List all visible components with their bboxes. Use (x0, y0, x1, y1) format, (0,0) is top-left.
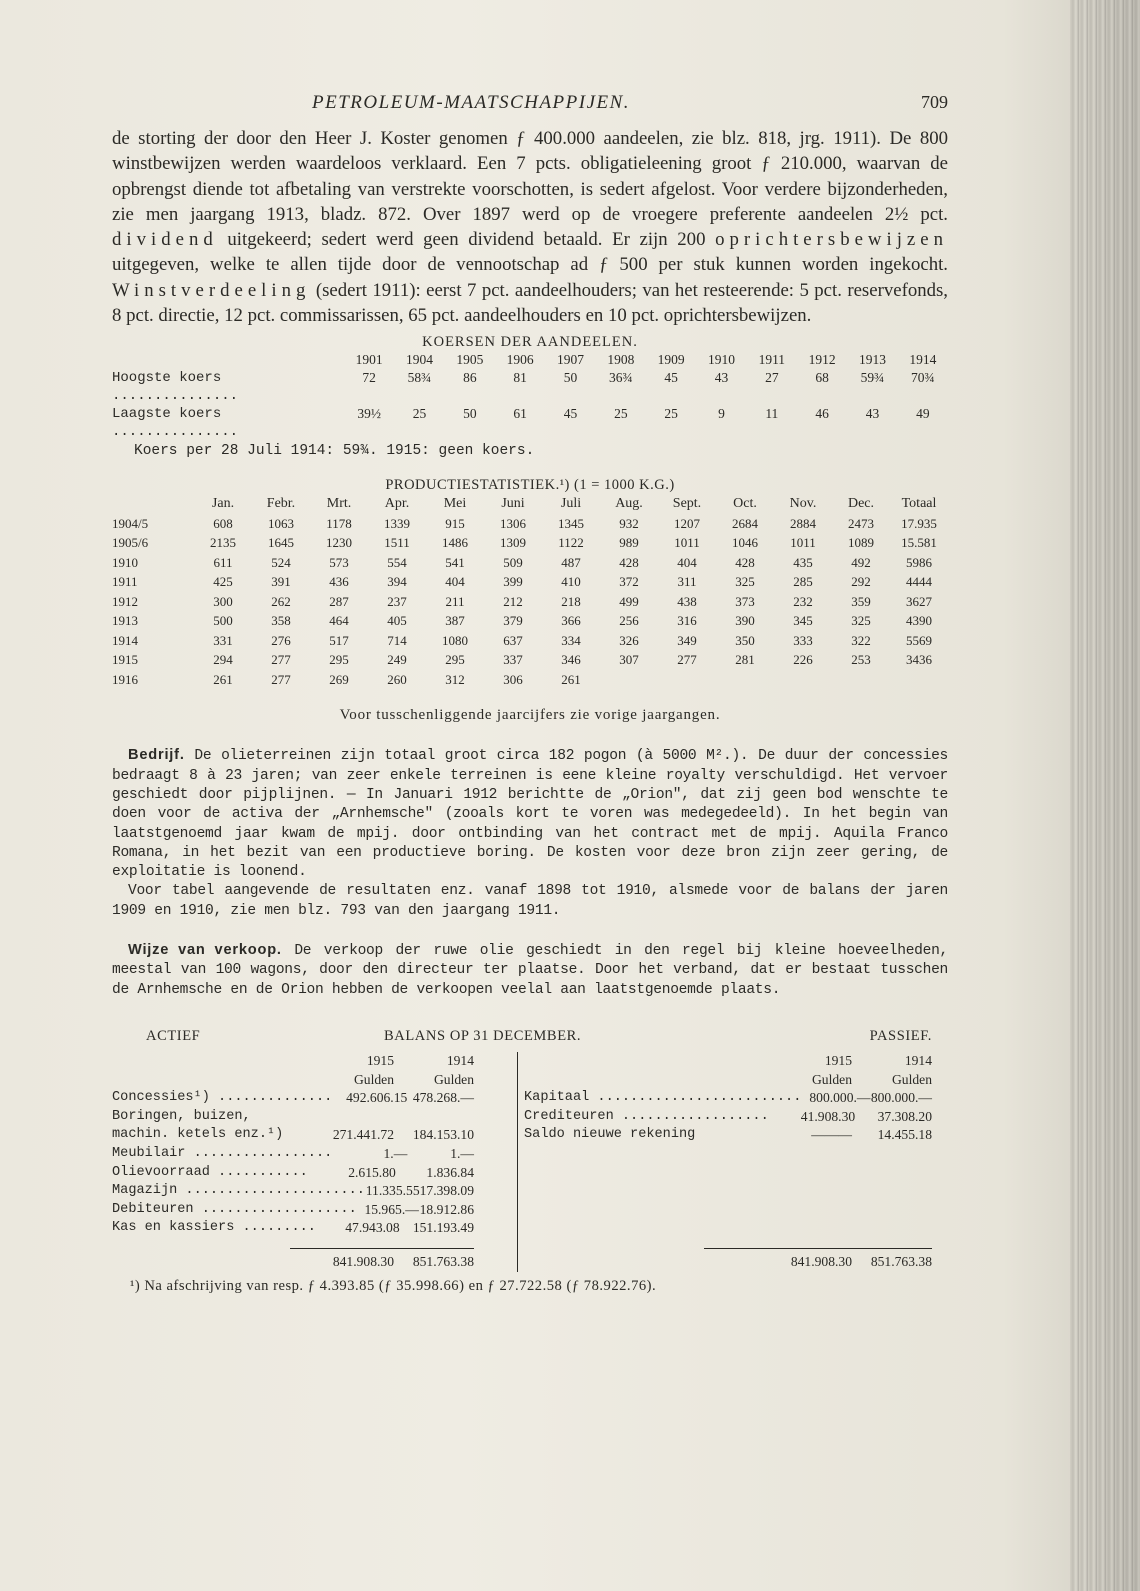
bedrijf-keyword: Bedrijf. (128, 747, 185, 764)
verkoop-paragraph (112, 941, 948, 1000)
productie-cell: 5569 (906, 632, 932, 648)
productie-cell: 295 (329, 652, 349, 668)
koersen-cell: 61 (513, 406, 527, 422)
productie-column-header: Jan. (211, 496, 235, 512)
intro-text-2: uitgekeerd; sedert werd geen dividend betaald. Er zijn 200 (227, 229, 706, 251)
page-content (112, 90, 948, 1295)
koersen-cell: 43 (865, 406, 880, 422)
productie-cell: 306 (503, 671, 523, 687)
productie-cell: 5986 (906, 554, 932, 570)
productie-cell: 1080 (442, 632, 468, 648)
productie-cell: 358 (271, 613, 291, 629)
productie-column-header: Dec. (847, 496, 875, 512)
productie-cell: 212 (503, 593, 523, 609)
activa-row (112, 1201, 474, 1220)
productie-cell: 1339 (384, 515, 410, 531)
productie-cell: 2884 (790, 515, 816, 531)
productie-cell: 316 (677, 613, 697, 629)
productie-table (112, 494, 948, 689)
productie-cell: 499 (619, 593, 639, 609)
productie-cell: 253 (851, 652, 871, 668)
passiva-year-2: 1914 (904, 1052, 932, 1068)
productie-cell: 1011 (674, 535, 700, 551)
koersen-row-label: Laagste koers ............... (112, 406, 239, 441)
intro-spaced-2: oprichtersbewijzen (715, 229, 948, 251)
activa-row (112, 1182, 474, 1201)
passiva-row (524, 1108, 932, 1127)
productie-cell: 269 (329, 671, 349, 687)
productie-cell: 3436 (906, 652, 932, 668)
productie-cell: 211 (445, 593, 465, 609)
productie-column-header: Mei (443, 496, 467, 512)
productie-cell: 292 (851, 574, 871, 590)
productie-column-header: Febr. (266, 496, 296, 512)
activa-value: 478.268.— (412, 1090, 474, 1106)
passiva-value: ——— (811, 1127, 852, 1143)
activa-value: 151.193.49 (412, 1220, 474, 1236)
page-number: 709 (921, 92, 948, 112)
balans-header (112, 1028, 948, 1052)
productie-cell: 608 (213, 515, 233, 531)
productie-cell (774, 670, 832, 690)
productie-cell: 350 (735, 632, 755, 648)
intro-spaced-1: dividend (112, 229, 218, 251)
verkoop-text: De verkoop der ruwe olie geschiedt in den regel bij kleine hoeveelheden, meestal van 100 wagons, door den directeur ter plaatse. Door het verband, dat er bestaat tusschen de Arnhemsche en de Orion hebben de verkoopen veelal aan laatstgenoemde plaats. (112, 943, 948, 998)
productie-cell: 428 (735, 554, 755, 570)
koersen-year: 1901 (355, 352, 383, 368)
activa-value: 17.398.09 (419, 1183, 474, 1199)
koersen-row-label: Hoogste koers ............... (112, 370, 239, 405)
koersen-cell: 86 (463, 370, 477, 386)
productie-column-header: Sept. (672, 496, 702, 512)
productie-cell: 1089 (848, 535, 874, 551)
activa-label: Magazijn ...................... (112, 1183, 365, 1199)
productie-column-header: Nov. (789, 496, 817, 512)
activa-unit-2: Gulden (433, 1071, 474, 1087)
activa-value: 1.— (450, 1145, 474, 1161)
productie-cell: 524 (271, 554, 291, 570)
koersen-year: 1906 (506, 352, 534, 368)
productie-cell: 405 (387, 613, 407, 629)
balans-divider (517, 1052, 518, 1272)
productie-cell: 637 (503, 632, 523, 648)
productie-column-header: Juni (501, 496, 525, 512)
productie-column-header: Totaal (901, 496, 937, 512)
activa-year-2: 1914 (446, 1052, 474, 1068)
productie-note: Voor tusschenliggende jaarcijfers zie vorige jaargangen. (339, 707, 721, 724)
productie-cell: 391 (271, 574, 291, 590)
productie-cell: 287 (329, 593, 349, 609)
koersen-cell: 70¾ (911, 370, 935, 386)
activa-total-1: 841.908.30 (332, 1253, 394, 1269)
productie-cell: 1345 (558, 515, 584, 531)
productie-cell: 17.935 (901, 515, 937, 531)
productie-cell: 1306 (500, 515, 526, 531)
productie-cell: 325 (851, 613, 871, 629)
koersen-cell: 58¾ (407, 370, 432, 386)
productie-cell: 436 (329, 574, 349, 590)
productie-cell: 541 (445, 554, 465, 570)
productie-cell: 261 (213, 671, 233, 687)
activa-row (112, 1219, 474, 1238)
intro-spaced-3: Winstverdeeling (112, 279, 311, 301)
koersen-cell: 50 (463, 406, 477, 422)
activa-value: 492.606.15 (346, 1090, 408, 1106)
koersen-cell: 59¾ (860, 370, 885, 386)
productie-cell (658, 670, 716, 690)
productie-cell: 611 (213, 554, 233, 570)
productie-cell: 932 (619, 515, 639, 531)
koersen-cell: 43 (714, 370, 729, 386)
activa-value: 271.441.72 (332, 1127, 394, 1143)
passiva-label: Saldo nieuwe rekening (524, 1127, 696, 1143)
verkoop-keyword: Wijze van verkoop. (128, 942, 282, 959)
passiva-total-2: 851.763.38 (870, 1253, 932, 1269)
productie-cell: 438 (677, 593, 697, 609)
productie-cell: 331 (213, 632, 233, 648)
productie-cell: 1309 (500, 535, 526, 551)
koersen-cell: 81 (513, 370, 527, 386)
activa-value: 15.965.— (364, 1201, 419, 1217)
productie-cell: 425 (213, 574, 233, 590)
intro-text-3: uitgegeven, welke te allen tijde door de vennootschap ad ƒ 500 per stuk kunnen worden ingekocht. (112, 254, 948, 276)
productie-cell: 464 (329, 613, 349, 629)
passiva-row (524, 1089, 932, 1108)
activa-unit-1: Gulden (353, 1071, 394, 1087)
productie-cell: 1230 (326, 535, 352, 551)
activa-value: 18.912.86 (419, 1201, 474, 1217)
passiva-column (524, 1052, 932, 1272)
productie-row-year: 1911 (112, 574, 138, 590)
productie-cell: 326 (619, 632, 639, 648)
passiva-unit-2: Gulden (891, 1071, 932, 1087)
productie-cell: 276 (271, 632, 291, 648)
productie-cell: 1178 (326, 515, 352, 531)
productie-cell: 333 (793, 632, 813, 648)
productie-cell: 989 (619, 535, 639, 551)
koersen-cell: 72 (362, 370, 376, 386)
productie-cell: 325 (735, 574, 755, 590)
productie-cell: 285 (793, 574, 813, 590)
koersen-year: 1910 (707, 352, 735, 368)
productie-cell: 312 (445, 671, 465, 687)
productie-cell: 509 (503, 554, 523, 570)
koersen-year: 1909 (657, 352, 685, 368)
productie-cell: 487 (561, 554, 581, 570)
activa-row (112, 1108, 474, 1127)
koersen-cell: 39½ (357, 406, 381, 422)
productie-cell: 256 (619, 613, 639, 629)
productie-cell: 1207 (674, 515, 700, 531)
passiva-value: 800.000.— (809, 1090, 871, 1106)
koersen-cell: 68 (815, 370, 829, 386)
productie-cell: 226 (793, 652, 813, 668)
productie-cell: 410 (561, 574, 581, 590)
koersen-year: 1914 (909, 352, 937, 368)
koersen-cell: 50 (563, 370, 578, 386)
koersen-cell: 11 (765, 406, 779, 422)
productie-cell: 260 (387, 671, 407, 687)
koersen-corner (112, 351, 344, 369)
activa-row (112, 1164, 474, 1183)
activa-value: 184.153.10 (412, 1127, 474, 1143)
activa-rows (112, 1089, 474, 1238)
productie-column-header: Juli (560, 496, 582, 512)
activa-column (112, 1052, 474, 1272)
activa-value: 11.335.55 (365, 1183, 420, 1199)
productie-cell: 261 (561, 671, 581, 687)
productie-cell: 337 (503, 652, 523, 668)
balans-footnote: ¹) Na afschrijving van resp. ƒ 4.393.85 (ƒ 35.998.66) en ƒ 27.722.58 (ƒ 78.922.76). (130, 1277, 657, 1294)
activa-value: 47.943.08 (345, 1220, 400, 1236)
activa-label: Boringen, buizen, (112, 1108, 251, 1124)
activa-label: Meubilair ................. (112, 1145, 333, 1161)
productie-corner (112, 494, 194, 514)
productie-cell: 435 (793, 554, 813, 570)
productie-cell: 345 (793, 613, 813, 629)
activa-value: 1.836.84 (426, 1164, 474, 1180)
productie-cell: 428 (619, 554, 639, 570)
koersen-title: KOERSEN DER AANDEELEN. (422, 334, 638, 351)
koersen-table (112, 351, 948, 441)
productie-row-year: 1912 (112, 593, 138, 609)
productie-cell: 573 (329, 554, 349, 570)
productie-cell: 281 (735, 652, 755, 668)
productie-cell: 249 (387, 652, 407, 668)
productie-row-year: 1916 (112, 671, 138, 687)
balans-title: BALANS OP 31 DECEMBER. (384, 1027, 582, 1044)
productie-cell: 300 (213, 593, 233, 609)
productie-cell: 334 (561, 632, 581, 648)
productie-cell: 404 (677, 554, 697, 570)
productie-cell: 1486 (442, 535, 468, 551)
activa-value: 1.— (383, 1145, 408, 1161)
bedrijf-paragraph (112, 746, 948, 882)
passiva-unit-1: Gulden (811, 1071, 852, 1087)
productie-cell: 2135 (210, 535, 236, 551)
productie-cell: 1511 (384, 535, 410, 551)
activa-value (394, 1108, 474, 1127)
productie-cell: 1011 (790, 535, 816, 551)
activa-label: Olievoorraad ........... (112, 1164, 308, 1180)
activa-row (112, 1126, 474, 1145)
productie-cell: 373 (735, 593, 755, 609)
passiva-label: Crediteuren .................. (524, 1108, 769, 1124)
koersen-year: 1913 (858, 352, 886, 368)
koersen-cell: 49 (916, 406, 930, 422)
productie-cell: 15.581 (901, 535, 937, 551)
productie-row-year: 1914 (112, 632, 138, 648)
productie-cell: 294 (213, 652, 233, 668)
productie-cell: 2473 (848, 515, 874, 531)
activa-label: Concessies¹) .............. (112, 1090, 333, 1106)
koersen-year: 1905 (456, 352, 484, 368)
productie-cell: 295 (445, 652, 465, 668)
productie-cell: 1122 (558, 535, 584, 551)
koersen-cell: 27 (765, 370, 779, 386)
activa-label: Kas en kassiers ......... (112, 1220, 316, 1236)
productie-cell: 387 (445, 613, 465, 629)
productie-cell: 322 (851, 632, 871, 648)
productie-cell: 359 (851, 593, 871, 609)
activa-row (112, 1145, 474, 1164)
koersen-cell: 46 (815, 406, 829, 422)
passiva-value: 14.455.18 (877, 1127, 932, 1143)
activa-value (304, 1108, 394, 1127)
koersen-note: Koers per 28 Juli 1914: 59¾. 1915: geen koers. (134, 443, 535, 460)
activa-total-2: 851.763.38 (412, 1253, 474, 1269)
productie-cell: 237 (387, 593, 407, 609)
productie-row-year: 1913 (112, 613, 138, 629)
productie-cell: 218 (561, 593, 581, 609)
productie-cell (890, 670, 948, 690)
productie-cell: 404 (445, 574, 465, 590)
productie-cell: 554 (387, 554, 407, 570)
productie-cell: 500 (213, 613, 233, 629)
activa-row (112, 1089, 474, 1108)
bedrijf-text: De olieterreinen zijn totaal groot circa 182 pogon (à 5000 M².). De duur der concessies bedraagt 8 à 23 jaren; van zeer enkele terreinen is eene kleine royalty verschuldigd. Het vervoer geschiedt door pijplijnen. — In Januari 1912 berichtte de „Orion", dat zij geen bod wenschte te doen voor de activa der „Arnhemsche" (zooals kort te voren was medegedeeld). In het begin van laatstgenoemd jaar kwam de mpij. door ontbinding van het contract met de mpij. Aquila Franco Romana, in het bezit van een productieve boring. De kosten voor deze bron zijn zeer gering, de exploitatie is loonend. (112, 748, 948, 881)
productie-column-header: Mrt. (326, 496, 352, 512)
productie-row-year: 1915 (112, 652, 138, 668)
productie-column-header: Apr. (384, 496, 410, 512)
productie-column-header: Oct. (733, 496, 757, 512)
productie-cell: 262 (271, 593, 291, 609)
productie-cell: 277 (271, 652, 291, 668)
intro-text-1: de storting der door den Heer J. Koster genomen ƒ 400.000 aandeelen, zie blz. 818, jrg. 1911). De 800 winstbewijzen werden waardeloos verklaard. Een 7 pcts. obligatieleening groot ƒ 210.000, waarvan de opbrengst diende tot afbetaling van verstrekte voorschotten, is sedert afgelost. Voor verdere bijzonderheden, zie men jaargang 1913, bladz. 872. Over 1897 werd op de vroegere preferente aandeelen 2½ pct. (112, 128, 948, 225)
productie-cell (716, 670, 774, 690)
productie-cell: 915 (445, 515, 465, 531)
productie-cell: 277 (677, 652, 697, 668)
productie-cell: 714 (387, 632, 407, 648)
productie-cell: 394 (387, 574, 407, 590)
productie-cell: 232 (793, 593, 813, 609)
koersen-cell: 9 (718, 406, 725, 422)
activa-year-1: 1915 (366, 1052, 394, 1068)
productie-title: PRODUCTIESTATISTIEK.¹) (1 = 1000 K.G.) (385, 477, 675, 494)
koersen-year: 1911 (758, 352, 786, 368)
productie-cell: 379 (503, 613, 523, 629)
passiva-rows (524, 1089, 932, 1145)
koersen-cell: 25 (412, 406, 427, 422)
productie-cell (600, 670, 658, 690)
koersen-year: 1908 (607, 352, 635, 368)
productie-cell: 277 (271, 671, 291, 687)
activa-title: ACTIEF (146, 1027, 201, 1044)
koersen-cell: 25 (664, 406, 678, 422)
koersen-cell: 36¾ (609, 370, 633, 386)
productie-cell: 349 (677, 632, 697, 648)
activa-value: 2.615.80 (348, 1164, 396, 1180)
productie-cell: 1645 (268, 535, 294, 551)
intro-text-4: (sedert 1911): eerst 7 pct. aandeelhouders; van het resteerende: 5 pct. reservefonds, 8 pct. directie, 12 pct. commissarissen, 65 pct. aandeelhouders en 10 pct. oprichtersbewijzen. (112, 279, 948, 327)
productie-row-year: 1904/5 (112, 515, 149, 531)
productie-row-year: 1905/6 (112, 535, 149, 551)
koersen-year: 1907 (556, 352, 584, 368)
productie-cell: 311 (677, 574, 697, 590)
intro-paragraph (112, 126, 948, 328)
productie-cell: 1046 (732, 535, 758, 551)
productie-cell: 307 (619, 652, 639, 668)
productie-cell: 390 (735, 613, 755, 629)
productie-row-year: 1910 (112, 554, 138, 570)
passiva-year-1: 1915 (824, 1052, 852, 1068)
productie-cell: 346 (561, 652, 581, 668)
productie-cell: 3627 (906, 593, 932, 609)
productie-cell: 2684 (732, 515, 758, 531)
passiva-row (524, 1126, 932, 1145)
balans-table (112, 1052, 948, 1272)
running-title: PETROLEUM-MAATSCHAPPIJEN. (312, 92, 631, 113)
passiva-value: 37.308.20 (877, 1108, 932, 1124)
passiva-value: 41.908.30 (800, 1108, 856, 1124)
productie-cell: 372 (619, 574, 639, 590)
productie-cell: 517 (329, 632, 349, 648)
passiva-total-1: 841.908.30 (790, 1253, 852, 1269)
activa-label: Debiteuren ................... (112, 1201, 357, 1217)
activa-label: machin. ketels enz.¹) (112, 1127, 284, 1143)
productie-cell (832, 670, 890, 690)
koersen-cell: 25 (614, 406, 628, 422)
running-header (112, 90, 948, 126)
passiva-title: PASSIEF. (869, 1027, 932, 1044)
bedrijf-paragraph-2: Voor tabel aangevende de resultaten enz. vanaf 1898 tot 1910, alsmede voor de balans der jaren 1909 en 1910, zie men blz. 793 van den jaargang 1911. (112, 883, 948, 919)
productie-cell: 4390 (906, 613, 932, 629)
productie-cell: 492 (851, 554, 871, 570)
productie-column-header: Aug. (615, 496, 643, 512)
koersen-cell: 45 (563, 406, 578, 422)
productie-cell: 366 (561, 613, 581, 629)
page-edge-shadow (1070, 0, 1140, 1591)
passiva-label: Kapitaal ......................... (524, 1090, 802, 1106)
productie-cell: 399 (503, 574, 523, 590)
productie-cell: 1063 (268, 515, 294, 531)
koersen-year: 1912 (808, 352, 836, 368)
passiva-value: 800.000.— (870, 1090, 932, 1106)
productie-cell: 4444 (906, 574, 932, 590)
koersen-year: 1904 (405, 352, 433, 368)
koersen-cell: 45 (664, 370, 678, 386)
